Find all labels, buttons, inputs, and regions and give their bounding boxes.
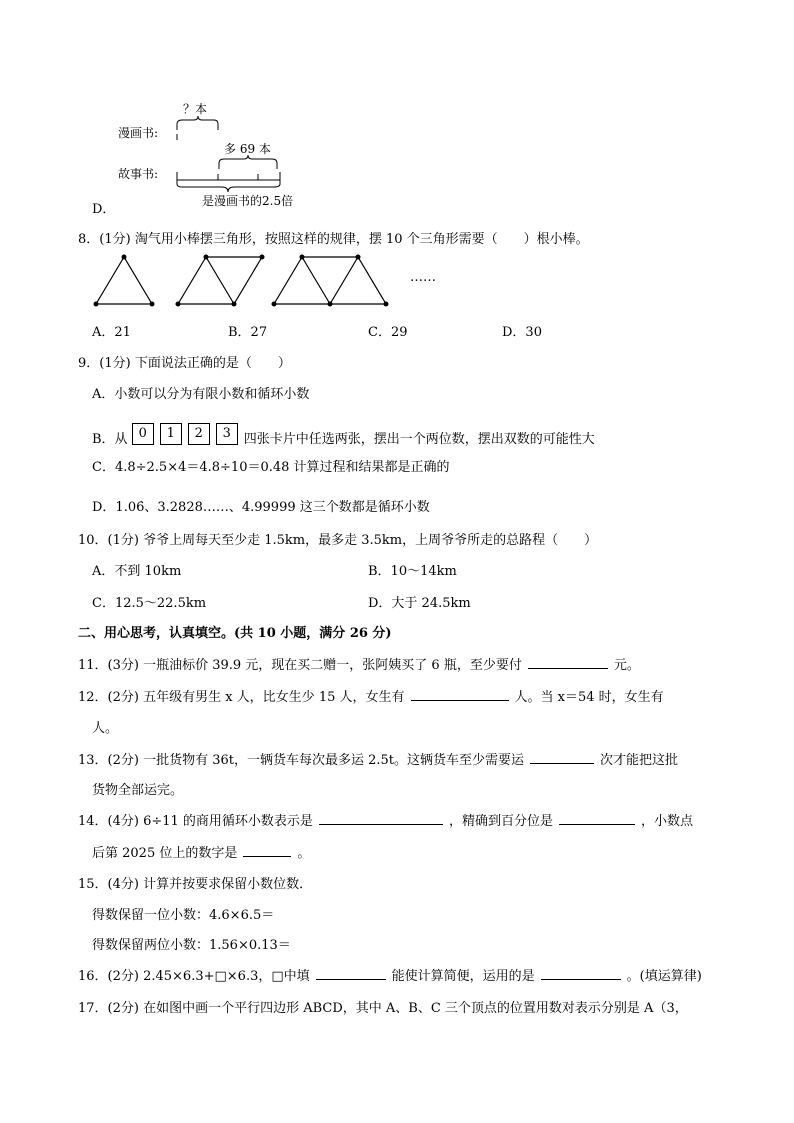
digit-card: 2 [188,423,210,445]
q9-option-a: A．小数可以分为有限小数和循环小数 [92,387,310,402]
q15-line2: 得数保留一位小数：4.6×6.5＝ [92,908,275,923]
section-2-heading: 二、用心思考，认真填空。(共 10 小题，满分 26 分) [78,626,392,641]
q8-stem: 8．(1分) 淘气用小棒摆三角形，按照这样的规律，摆 10 个三角形需要（ ）根小棒。 [78,232,589,247]
q10-option-c: C．12.5～22.5km [92,596,207,611]
q10-option-a: A．不到 10km [92,564,182,579]
digit-card: 1 [160,423,182,445]
q8-option-a: A．21 [92,325,131,340]
q13-after: 次才能把这批 [600,753,679,768]
q8-option-c: C．29 [368,325,408,340]
q16-answer-blank-1[interactable] [316,967,386,980]
q14-line2-after: 。 [297,846,311,861]
q11-after: 元。 [613,658,640,673]
q14-answer-blank-2[interactable] [559,812,635,825]
q15-line3: 得数保留两位小数：1.56×0.13＝ [92,938,291,953]
q9-option-c: C．4.8÷2.5×4＝4.8÷10＝0.48 计算过程和结果都是正确的 [92,460,450,475]
q12 [78,686,664,705]
q10-option-d: D．大于 24.5km [368,596,471,611]
q14 [78,810,693,829]
digit-card: 0 [132,423,154,445]
q16 [78,965,702,984]
comic-bar [176,134,220,144]
q8-option-b: B．27 [228,325,268,340]
option-d-letter: D． [92,202,116,217]
q11 [78,654,640,673]
story-bar [176,168,282,194]
q9-stem: 9．(1分) 下面说法正确的是（ ） [78,356,291,371]
q14-after: ，小数点 [640,814,693,829]
story-label: 故事书: [118,167,159,181]
q13 [78,749,678,768]
q13-line2: 货物全部运完。 [92,783,184,798]
q8-ellipsis: …… [410,270,436,285]
triangle-pattern-figure [90,252,450,312]
q11-text: 11．(3分) 一瓶油标价 39.9 元，现在买二赠一，张阿姨买了 6 瓶，至少要付 [78,658,522,673]
q13-text: 13．(2分) 一批货物有 36t，一辆货车每次最多运 2.5t。这辆货车至少需要运 [78,753,525,768]
times-label: 是漫画书的2.5倍 [202,194,294,208]
q14-line2 [92,842,310,861]
q12-line2: 人。 [92,721,119,736]
comic-label: 漫画书: [118,126,159,140]
q10-option-b: B．10～14km [368,564,457,579]
q9-option-b-prefix: B．从 [92,432,128,447]
q16-answer-blank-2[interactable] [541,967,621,980]
q11-answer-blank[interactable] [528,656,608,669]
q9-option-b-suffix: 四张卡片中任选两张，摆出一个两位数，摆出双数的可能性大 [243,432,595,447]
q14-answer-blank-3[interactable] [243,844,291,857]
q13-answer-blank[interactable] [530,751,594,764]
q12-after: 人。当 x＝54 时，女生有 [514,690,664,705]
q12-text: 12．(2分) 五年级有男生 x 人，比女生少 15 人，女生有 [78,690,405,705]
digit-cards [132,423,244,445]
q8-option-d: D．30 [502,325,542,340]
q15-stem: 15．(4分) 计算并按要求保留小数位数． [78,877,313,892]
q14-line2-text: 后第 2025 位上的数字是 [92,846,238,861]
q9-option-b [92,428,595,451]
question-mark-label: ？本 [183,102,208,116]
q17-stem: 17．(2分) 在如图中画一个平行四边形 ABCD，其中 A、B、C 三个顶点的位置用数对表示分别是 A（3， [78,1001,688,1016]
q16-mid: 能使计算简便，运用的是 [391,969,535,984]
q16-text: 16．(2分) 2.45×6.3+□×6.3，□中填 [78,969,310,984]
q14-mid: ，精确到百分位是 [448,814,553,829]
more-label: 多 69 本 [224,142,271,156]
q9-option-d: D．1.06̇、3.2828……、4.99999 这三个数都是循环小数 [92,500,430,515]
q10-stem: 10．(1分) 爷爷上周每天至少走 1.5km，最多走 3.5km，上周爷爷所走的总路程（ ） [78,533,598,548]
q14-answer-blank-1[interactable] [319,812,443,825]
q12-answer-blank-1[interactable] [411,688,509,701]
q16-after: 。(填运算律) [626,969,702,984]
digit-card: 3 [216,423,238,445]
q14-text: 14．(4分) 6÷11 的商用循环小数表示是 [78,814,313,829]
